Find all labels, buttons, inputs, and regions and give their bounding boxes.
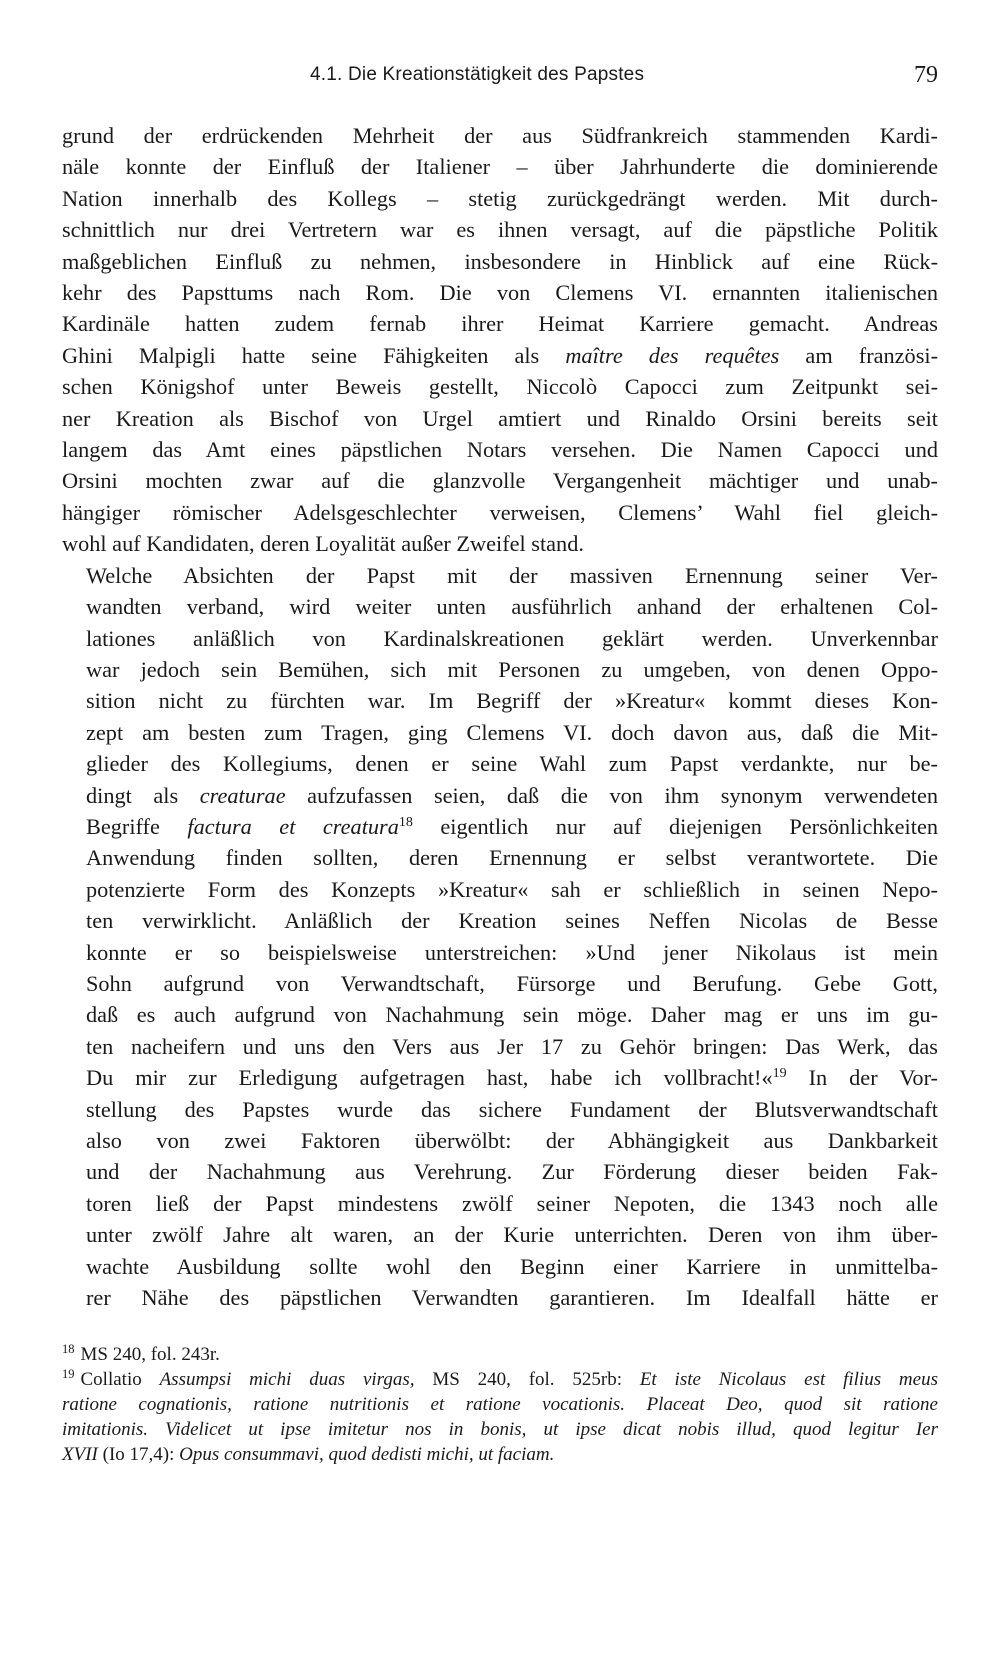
text-line: Anwendung finden sollten, deren Ernennung er selbst verantwortete. Die [86, 845, 938, 871]
italic-term: creaturae [199, 782, 286, 808]
text-line [62, 1062, 938, 1093]
text-run: (Io 17,4): [97, 1444, 180, 1465]
running-head [62, 64, 938, 94]
footnote-18 [62, 1342, 938, 1367]
text-run: In der Vor- [786, 1065, 938, 1091]
text-line: Kardinäle hatten zudem fernab ihrer Heimat Karriere gemacht. Andreas [62, 311, 938, 337]
italic-term: factura et creatura [187, 813, 399, 839]
text-line: Welche Absichten der Papst mit der massiven Ernennung seiner Ver- [86, 562, 938, 588]
text-line: toren ließ der Papst mindestens zwölf seiner Nepoten, die 1343 noch alle [86, 1190, 938, 1216]
text-line: hängiger römischer Adelsgeschlechter verweisen, Clemens’ Wahl fiel gleich- [62, 499, 938, 525]
text-line: näle konnte der Einfluß der Italiener – über Jahrhunderte die dominierende [62, 154, 938, 180]
page-number: 79 [914, 62, 938, 88]
text-run: am französi- [779, 342, 939, 368]
text-line: schnittlich nur drei Vertretern war es ihnen versagt, auf die päpstliche Politik [62, 217, 938, 243]
text-run: aufzufassen seien, daß die von ihm synonym verwendeten [285, 782, 938, 808]
latin-quote: Et iste Nicolaus est filius meus [639, 1369, 938, 1390]
text-line: konnte er so beispielsweise unterstreichen: »Und jener Nikolaus ist mein [86, 939, 938, 965]
text-line: unter zwölf Jahre alt waren, an der Kurie unterrichten. Deren von ihm über- [86, 1222, 938, 1248]
latin-quote: Opus consummavi, quod dedisti michi, ut faciam. [179, 1444, 555, 1465]
text-line: kehr des Papsttums nach Rom. Die von Clemens VI. ernannten italienischen [62, 280, 938, 306]
body-text [62, 120, 938, 1313]
text-line: sition nicht zu fürchten war. Im Begriff der »Kreatur« kommt dieses Kon- [86, 688, 938, 714]
text-line: wachte Ausbildung sollte wohl den Beginn einer Karriere in unmittelba- [86, 1253, 938, 1279]
text-line: ten verwirklicht. Anläßlich der Kreation seines Neffen Nicolas de Besse [86, 908, 938, 934]
text-line: daß es auch aufgrund von Nachahmung sein möge. Daher mag er uns im gu- [86, 1002, 938, 1028]
text-run: eigentlich nur auf diejenigen Persönlichkeiten [412, 813, 938, 839]
chapter-title: 4.1. Die Kreationstätigkeit des Papstes [310, 64, 645, 85]
text-line: schen Königshof unter Beweis gestellt, Niccolò Capocci zum Zeitpunkt sei- [62, 374, 938, 400]
text-line: Orsini mochten zwar auf die glanzvolle Vergangenheit mächtiger und unab- [62, 468, 938, 494]
italic-term: XVII [62, 1444, 98, 1465]
text-line: zept am besten zum Tragen, ging Clemens VI. doch davon aus, daß die Mit- [86, 719, 938, 745]
text-line: also von zwei Faktoren überwölbt: der Abhängigkeit aus Dankbarkeit [86, 1128, 938, 1153]
text-line: langem das Amt eines päpstlichen Notars versehen. Die Namen Capocci und [62, 437, 938, 463]
footnote-line [62, 1417, 938, 1442]
footnote-number: 18 [62, 1342, 75, 1356]
text-line: stellung des Papstes wurde das sichere Fundament der Blutsverwandtschaft [86, 1096, 938, 1122]
text-line: wohl auf Kandidaten, deren Loyalität außer Zweifel stand. [62, 531, 584, 557]
text-line: war jedoch sein Bemühen, sich mit Personen zu umgeben, von denen Oppo- [86, 656, 938, 682]
footnote-text: MS 240, fol. 243r. [80, 1344, 220, 1365]
footnote-line [62, 1442, 938, 1467]
text-run: Collatio [80, 1369, 160, 1390]
text-line: wandten verband, wird weiter unten ausführlich anhand der erhaltenen Col- [86, 594, 938, 620]
text-run: Begriffe [86, 813, 188, 839]
italic-term: maître des requêtes [565, 342, 780, 368]
footnote-ref-18[interactable]: 18 [398, 814, 413, 830]
text-line: maßgeblichen Einfluß zu nehmen, insbesondere in Hinblick auf eine Rück- [62, 248, 938, 274]
text-line: potenzierte Form des Konzepts »Kreatur« sah er schließlich in seinen Nepo- [86, 876, 938, 902]
latin-quote: imitationis. Videlicet ut ipse imitetur nos in bonis, ut ipse dicat nobis illud, quod legitur Ier [62, 1419, 938, 1440]
text-run: dingt als [86, 782, 200, 808]
text-line: glieder des Kollegiums, denen er seine Wahl zum Papst verdankte, nur be- [86, 751, 938, 777]
text-run: MS 240, fol. 525rb: [414, 1369, 640, 1390]
text-line: grund der erdrückenden Mehrheit der aus Südfrankreich stammenden Kardi- [62, 123, 938, 148]
footnote-line [62, 1367, 938, 1392]
footnote-ref-19[interactable]: 19 [772, 1066, 787, 1082]
text-line: rer Nähe des päpstlichen Verwandten garantieren. Im Idealfall hätte er [86, 1285, 938, 1311]
text-line [62, 780, 938, 811]
footnote-19 [62, 1367, 938, 1467]
text-line: ten nacheifern und uns den Vers aus Jer 17 zu Gehör bringen: Das Werk, das [86, 1033, 938, 1059]
text-line [62, 340, 938, 371]
text-line: und der Nachahmung aus Verehrung. Zur Förderung dieser beiden Fak- [86, 1159, 938, 1185]
latin-quote: ratione cognationis, ratione nutritionis et ratione vocationis. Placeat Deo, quod sit ratione [62, 1394, 938, 1415]
footnote-line [62, 1342, 938, 1367]
text-run: Du mir zur Erledigung aufgetragen hast, habe ich vollbracht!« [86, 1065, 773, 1091]
text-run: Ghini Malpigli hatte seine Fähigkeiten als [62, 342, 566, 368]
footnotes [62, 1342, 938, 1467]
paragraph-1 [62, 120, 938, 560]
footnote-number: 19 [62, 1367, 75, 1381]
text-line: ner Kreation als Bischof von Urgel amtiert und Rinaldo Orsini bereits seit [62, 405, 938, 431]
text-line: Nation innerhalb des Kollegs – stetig zurückgedrängt werden. Mit durch- [62, 185, 938, 211]
paragraph-2 [62, 560, 938, 1314]
footnote-line [62, 1392, 938, 1417]
text-line: lationes anläßlich von Kardinalskreationen geklärt werden. Unverkennbar [86, 625, 938, 651]
italic-term: Assumpsi michi duas virgas, [159, 1369, 415, 1390]
text-line [62, 811, 938, 842]
text-line: Sohn aufgrund von Verwandtschaft, Fürsorge und Berufung. Gebe Gott, [86, 970, 938, 996]
